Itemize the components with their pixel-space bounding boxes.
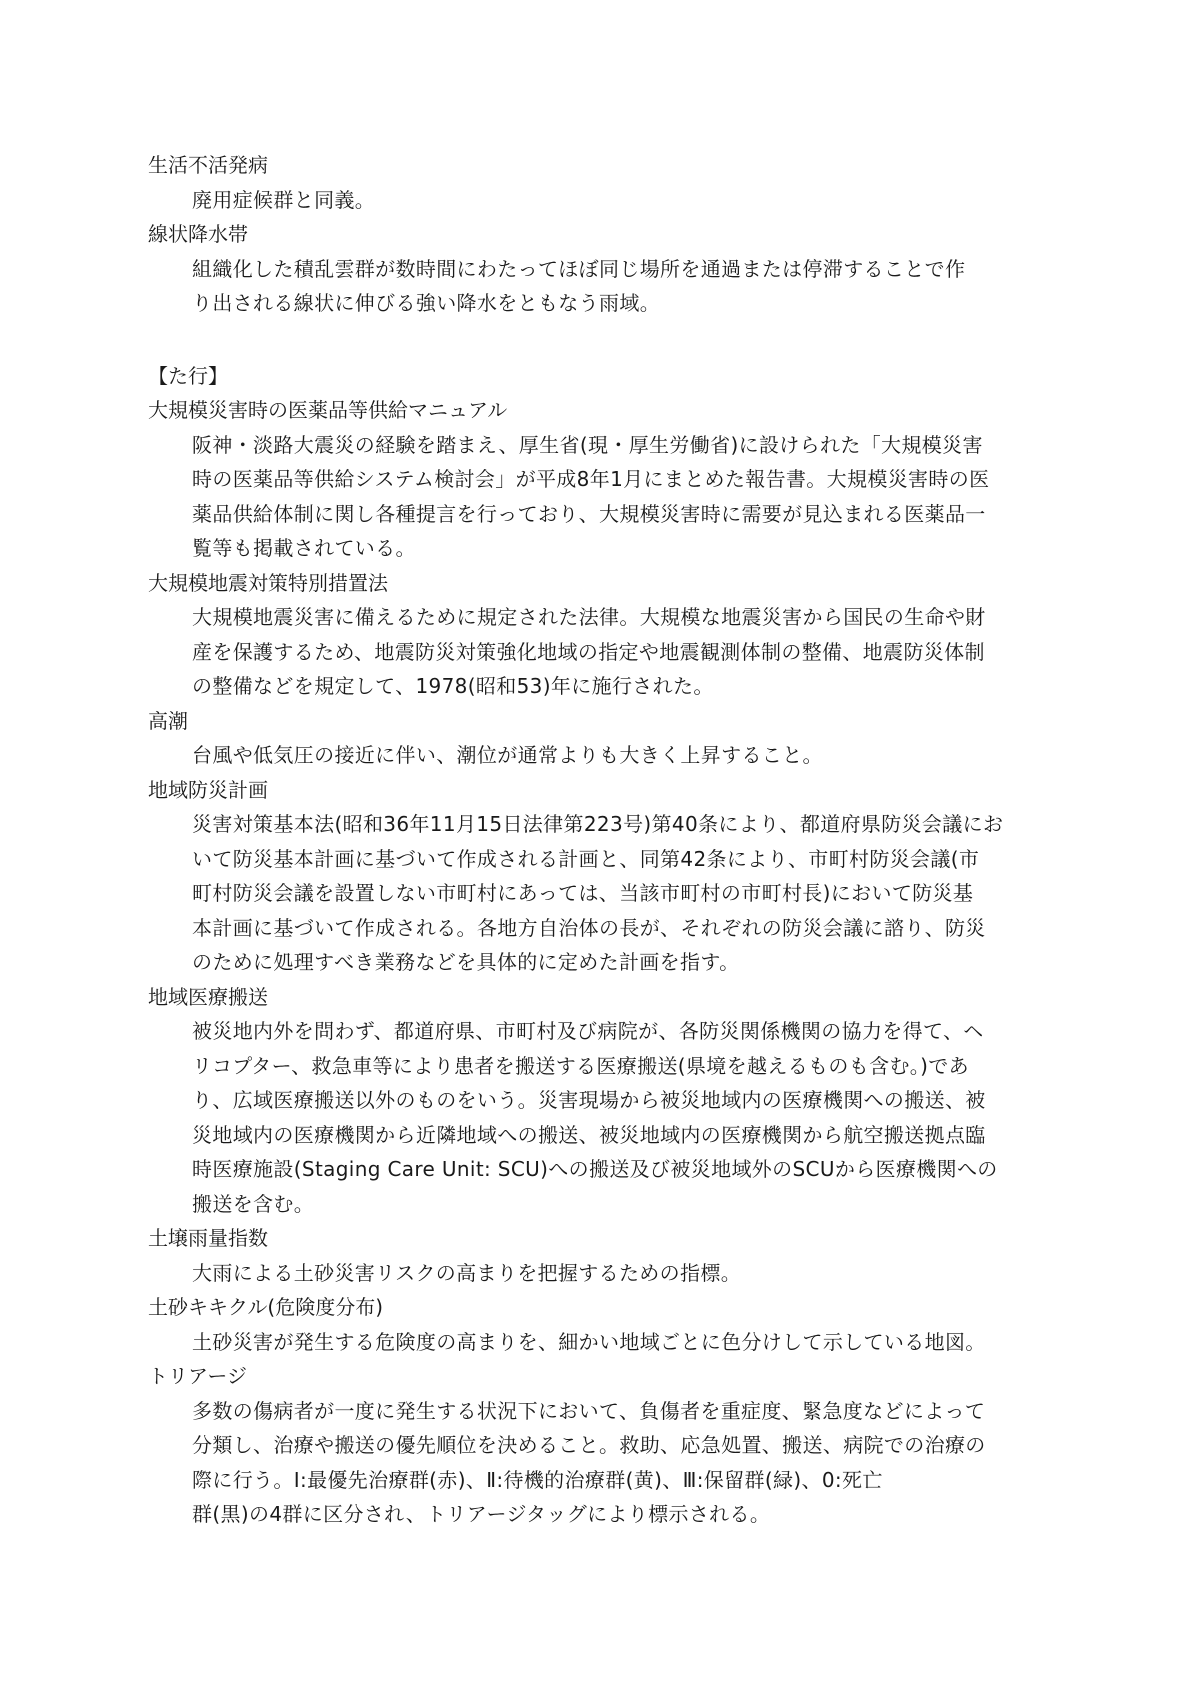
definition-line: のために処理すべき業務などを具体的に定めた計画を指す。: [192, 950, 740, 974]
glossary-entry: [148, 566, 1033, 704]
glossary-entry: [148, 393, 1033, 566]
definition-line: 時医療施設(Staging Care Unit: SCU)への搬送及び被災地域外のSCUから医療機関への: [192, 1157, 998, 1181]
definition-line: 時の医薬品等供給システム検討会」が平成8年1月にまとめた報告書。大規模災害時の医: [192, 467, 990, 491]
definition-line: 災地域内の医療機関から近隣地域への搬送、被災地域内の医療機関から航空搬送拠点臨: [192, 1122, 986, 1147]
glossary-entry: [148, 773, 1033, 980]
entry-definition: [192, 1325, 1033, 1360]
definition-line: 分類し、治療や搬送の優先順位を決めること。救助、応急処置、搬送、病院での治療の: [192, 1433, 986, 1457]
entry-term: 土壌雨量指数: [148, 1226, 268, 1250]
definition-line: 大雨による土砂災害リスクの高まりを把握するための指標。: [192, 1260, 742, 1285]
definition-line: の整備などを規定して、1978(昭和53)年に施行された。: [192, 674, 714, 698]
definition-line: 薬品供給体制に関し各種提言を行っており、大規模災害時に需要が見込まれる医薬品一: [192, 501, 986, 526]
entry-term: 高潮: [148, 708, 188, 733]
definition-line: り、広域医療搬送以外のものをいう。災害現場から被災地域内の医療機関への搬送、被: [192, 1088, 986, 1112]
entry-definition: [192, 738, 1033, 773]
definition-line: 廃用症候群と同義。: [192, 187, 376, 212]
entry-definition: [192, 183, 1033, 218]
definition-line: 覧等も掲載されている。: [192, 536, 416, 560]
definition-line: り出される線状に伸びる強い降水をともなう雨域。: [192, 291, 661, 315]
definition-line: 産を保護するため、地震防災対策強化地域の指定や地震観測体制の整備、地震防災体制: [192, 639, 985, 664]
definition-line: 搬送を含む。: [192, 1191, 315, 1216]
definition-line: 多数の傷病者が一度に発生する状況下において、負傷者を重症度、緊急度などによって: [192, 1398, 986, 1423]
glossary-entries: [148, 393, 1033, 1532]
entry-term: 土砂キキクル(危険度分布): [148, 1295, 384, 1319]
entry-definition: [192, 600, 1033, 704]
definition-line: 大規模地震災害に備えるために規定された法律。大規模な地震災害から国民の生命や財: [192, 605, 986, 629]
entry-definition: [192, 807, 1033, 980]
definition-line: 土砂災害が発生する危険度の高まりを、細かい地域ごとに色分けして示している地図。: [192, 1329, 986, 1354]
glossary-entry: [148, 704, 1033, 773]
entry-term: 大規模災害時の医薬品等供給マニュアル: [148, 398, 508, 422]
glossary-entry: [148, 217, 1033, 321]
entry-term: 線状降水帯: [148, 222, 248, 246]
definition-line: 際に行う。Ⅰ:最優先治療群(赤)、Ⅱ:待機的治療群(黄)、Ⅲ:保留群(緑)、0:死亡: [192, 1467, 883, 1492]
definition-line: 町村防災会議を設置しない市町村にあっては、当該市町村の市町村長)において防災基: [192, 881, 974, 905]
entry-definition: [192, 428, 1033, 566]
definition-line: 台風や低気圧の接近に伴い、潮位が通常よりも大きく上昇すること。: [192, 743, 823, 767]
entry-term: トリアージ: [148, 1364, 247, 1388]
definition-line: 組織化した積乱雲群が数時間にわたってほぼ同じ場所を通過または停滞することで作: [192, 256, 966, 281]
entry-term: 地域防災計画: [148, 777, 268, 802]
section-spacer: [148, 321, 1033, 359]
glossary-content: [148, 148, 1033, 1532]
glossary-entry: [148, 1359, 1033, 1532]
definition-line: 被災地内外を問わず、都道府県、市町村及び病院が、各防災関係機関の協力を得て、ヘ: [192, 1019, 984, 1043]
definition-line: 本計画に基づいて作成される。各地方自治体の長が、それぞれの防災会議に諮り、防災: [192, 915, 986, 940]
section-heading: 【た行】: [148, 363, 228, 388]
definition-line: リコプター、救急車等により患者を搬送する医療搬送(県境を越えるものも含む。)であ: [192, 1053, 970, 1078]
glossary-entry: [148, 980, 1033, 1222]
definition-line: 群(黒)の4群に区分され、トリアージタッグにより標示される。: [192, 1502, 771, 1526]
entry-definition: [192, 1394, 1033, 1532]
entry-definition: [192, 252, 1033, 321]
entry-term: 地域医療搬送: [148, 984, 268, 1009]
glossary-entry: [148, 148, 1033, 217]
entry-definition: [192, 1014, 1033, 1221]
definition-line: いて防災基本計画に基づいて作成される計画と、同第42条により、市町村防災会議(市: [192, 846, 980, 871]
definition-line: 災害対策基本法(昭和36年11月15日法律第223号)第40条により、都道府県防災会議にお: [192, 812, 1004, 836]
entry-term: 大規模地震対策特別措置法: [148, 570, 388, 595]
glossary-entry: [148, 1290, 1033, 1359]
glossary-entry: [148, 1221, 1033, 1290]
glossary-entries-top: [148, 148, 1033, 321]
definition-line: 阪神・淡路大震災の経験を踏まえ、厚生省(現・厚生労働省)に設けられた「大規模災害: [192, 432, 983, 457]
entry-definition: [192, 1256, 1033, 1291]
entry-term: 生活不活発病: [148, 153, 268, 177]
